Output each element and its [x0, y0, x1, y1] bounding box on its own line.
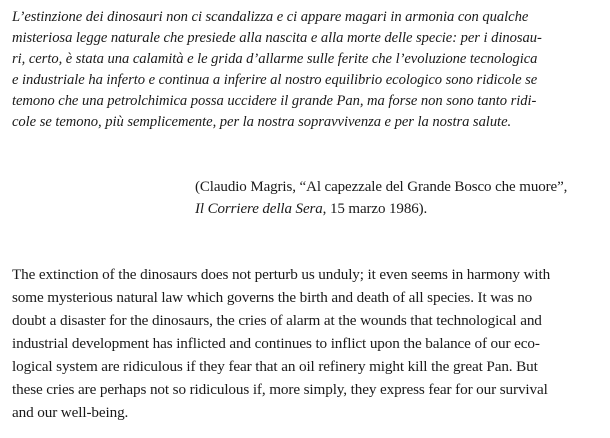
translation-line: and our well-being.: [12, 404, 129, 421]
italian-quote-line: e industriale ha inferto e continua a inferire al nostro equilibrio ecologico sono ridicole se: [12, 72, 538, 89]
italian-quote-line: cole se temono, più semplicemente, per la nostra sopravvivenza e per la nostra salute.: [12, 114, 512, 131]
italian-quote: [12, 7, 604, 134]
italian-quote-line: misteriosa legge naturale che presiede alla nascita e alla morte delle specie: per i dinosau-: [12, 30, 542, 47]
citation-author-title: (Claudio Magris, “Al capezzale del Grande Bosco che muore”,: [195, 179, 568, 195]
italian-quote-line: temono che una petrolchimica possa uccidere il grande Pan, ma forse non sono tanto ridi-: [12, 93, 537, 110]
italian-quote-line: L’estinzione dei dinosauri non ci scandalizza e ci appare magari in armonia con qualche: [12, 9, 529, 25]
translation-line: these cries are perhaps not so ridiculous if, more simply, they express fear for our survival: [12, 381, 548, 398]
translation-line: doubt a disaster for the dinosaurs, the cries of alarm at the wounds that technological and: [12, 312, 542, 329]
translation-line: The extinction of the dinosaurs does not perturb us unduly; it even seems in harmony with: [12, 266, 551, 283]
citation-date: , 15 marzo 1986).: [322, 201, 428, 217]
english-translation: [12, 263, 606, 424]
citation-source: [195, 198, 605, 220]
citation-newspaper: Il Corriere della Sera: [195, 201, 323, 217]
translation-line: some mysterious natural law which governs the birth and death of all species. It was no: [12, 289, 533, 306]
italian-quote-line: ri, certo, è stata una calamità e le grida d’allarme sulle ferite che l’evoluzione tecnologica: [12, 51, 538, 68]
translation-line: industrial development has inflicted and continues to inflict upon the balance of our eco-: [12, 335, 540, 352]
translation-line: logical system are ridiculous if they fear that an oil refinery might kill the great Pan. But: [12, 358, 538, 375]
citation: [195, 176, 605, 220]
